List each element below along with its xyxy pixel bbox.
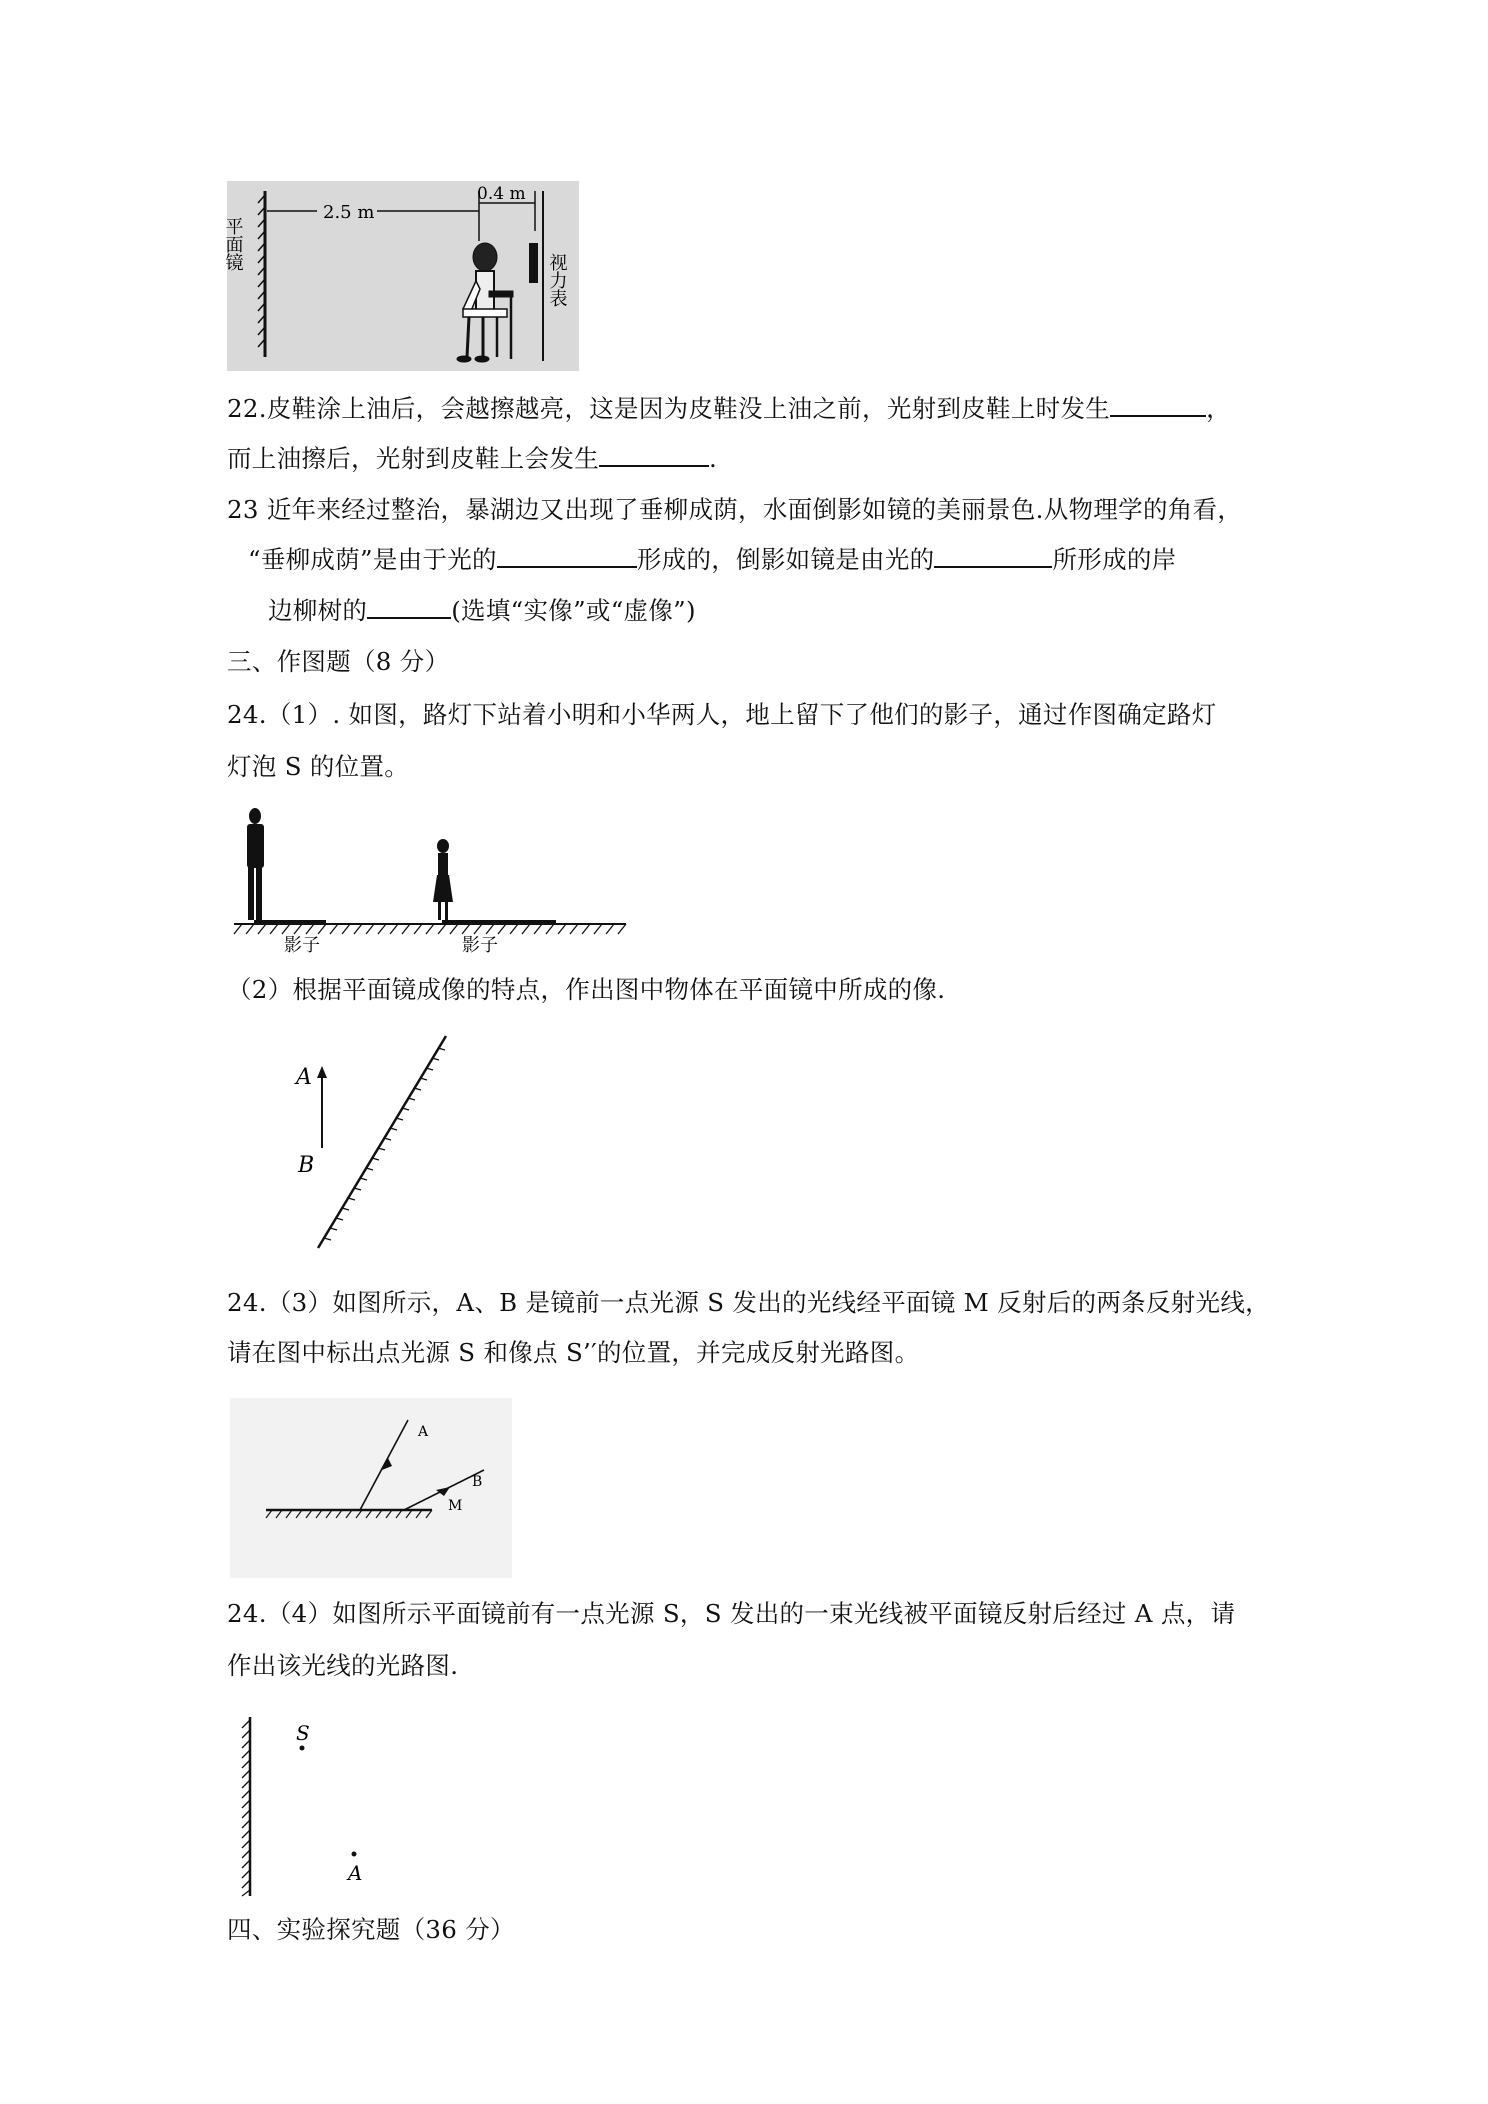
q22-blank-1[interactable] (1110, 393, 1206, 417)
street-lamp-shadow-figure (234, 806, 629, 956)
shadow-label-2: 影子 (462, 935, 498, 956)
point-a (352, 1852, 357, 1857)
person-sitting-icon (457, 243, 513, 362)
point-label-a: A (348, 1861, 363, 1885)
shadow-label-1: 影子 (284, 935, 320, 956)
eye-chart-figure (222, 181, 579, 371)
q24-1-line-1: 24.（1）. 如图，路灯下站着小明和小华两人，地上留下了他们的影子，通过作图确定路灯 (227, 700, 1217, 729)
label-a: A (296, 1065, 312, 1090)
q24-4-line-1: 24.（4）如图所示平面镜前有一点光源 S，S 发出的一束光线被平面镜反射后经过 A 点，请 (227, 1599, 1236, 1628)
q24-3-line-1: 24.（3）如图所示，A、B 是镜前一点光源 S 发出的光线经平面镜 M 反射后的两条反射光线， (227, 1288, 1270, 1317)
person-standing-icon (247, 808, 264, 920)
q23-blank-3[interactable] (367, 595, 451, 619)
label-b: B (298, 1153, 315, 1178)
q23-line-2: “垂柳成荫”是由于光的 形成的，倒影如镜是由光的 所形成的岸 (248, 545, 1177, 574)
mirror-label: 平面镜 (222, 217, 244, 271)
mirror-label-m: M (448, 1498, 463, 1514)
q23-line-3: 边柳树的 (选填“实像”或“虚像”) (268, 596, 696, 625)
q23-line-1: 23 近年来经过整治，暴湖边又出现了垂柳成荫，水面倒影如镜的美丽景色.从物理学的角看， (227, 495, 1243, 524)
eye-chart-label: 视力表 (546, 253, 568, 307)
point-source-mirror-figure (230, 1712, 370, 1902)
q22-line-1: 22.皮鞋涂上油后，会越擦越亮，这是因为皮鞋没上油之前，光射到皮鞋上时发生 ， (227, 394, 1231, 423)
mirror-hatching (324, 1048, 445, 1240)
q23-blank-1[interactable] (497, 544, 637, 568)
q22-line-2: 而上油擦后，光射到皮鞋上会发生 . (227, 444, 718, 473)
shadow-1 (254, 920, 326, 925)
section-4-heading: 四、实验探究题（36 分） (227, 1915, 515, 1944)
reflected-ray-a (360, 1420, 408, 1510)
source-label-s: S (296, 1721, 310, 1745)
reflected-rays-figure (230, 1398, 512, 1578)
q23-blank-2[interactable] (934, 544, 1052, 568)
q22-blank-2[interactable] (599, 443, 709, 467)
q24-3-line-2: 请在图中标出点光源 S 和像点 S’′的位置，并完成反射光路图。 (227, 1338, 920, 1367)
shadow-2 (442, 920, 556, 925)
q24-4-line-2: 作出该光线的光路图. (227, 1651, 459, 1680)
distance-label-1: 2.5 m (323, 202, 375, 223)
q24-2-text: （2）根据平面镜成像的特点，作出图中物体在平面镜中所成的像. (227, 975, 946, 1004)
ray-label-a: A (418, 1424, 429, 1440)
section-3-heading: 三、作图题（8 分） (227, 647, 450, 676)
ray-label-b: B (472, 1474, 483, 1490)
distance-label-2: 0.4 m (477, 184, 526, 204)
point-source-s (300, 1746, 305, 1751)
eye-chart-diagram (222, 181, 579, 371)
q24-1-line-2: 灯泡 S 的位置。 (227, 752, 410, 781)
person-woman-icon (433, 839, 453, 920)
plane-mirror-object-figure (290, 1030, 460, 1255)
